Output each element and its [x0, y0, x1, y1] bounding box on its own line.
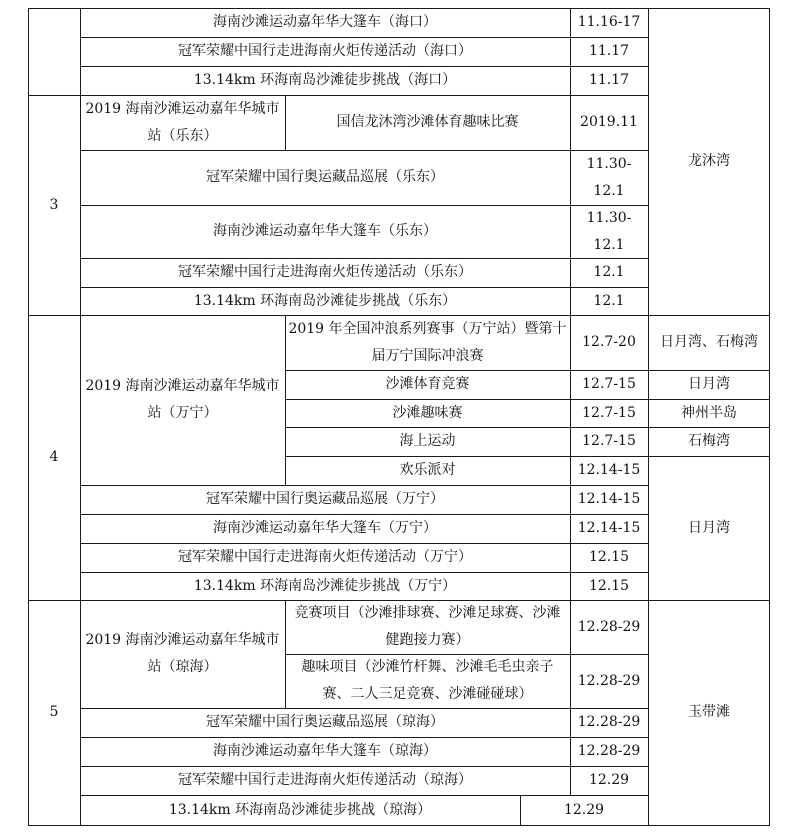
date-cell: 12.14-15	[577, 491, 641, 507]
date-cell: 12.29	[588, 772, 630, 788]
event-cell: 冠军荣耀中国行奥运藏品巡展（琼海）	[206, 714, 444, 730]
event-cell: 海南沙滩运动嘉年华大篷车（乐东）	[213, 223, 437, 239]
date-cell: 12.7-15	[582, 433, 636, 449]
date-cell: 12.1	[593, 264, 625, 280]
event-cell: 沙滩体育竞赛	[385, 376, 470, 392]
event-cell: 海南沙滩运动嘉年华大篷车（海口）	[213, 14, 437, 30]
date-cell: 12.15	[588, 577, 630, 594]
date-cell: 12.15	[588, 549, 630, 565]
venue-cell: 石梅湾	[688, 433, 730, 449]
row-divider	[80, 287, 648, 288]
venue-cell: 神州半岛	[681, 404, 737, 421]
event-cell: 冠军荣耀中国行奥运藏品巡展（万宁）	[206, 491, 444, 507]
row-divider	[80, 205, 648, 206]
event-cell: 海南沙滩运动嘉年华大篷车（琼海）	[213, 743, 437, 759]
event-cell: 竞赛项目（沙滩排球赛、沙滩足球赛、沙滩健跑接力赛）	[294, 605, 561, 648]
row-divider	[80, 258, 648, 259]
date-cell: 11.16-17	[577, 14, 641, 30]
column-divider	[648, 8, 649, 826]
table-border-bottom	[28, 825, 770, 826]
event-cell: 沙滩趣味赛	[392, 404, 463, 421]
event-cell: 冠军荣耀中国行走进海南火炬传递活动（万宁）	[178, 549, 472, 565]
venue-cell: 玉带滩	[688, 704, 730, 720]
event-cell: 冠军荣耀中国行走进海南火炬传递活动（海口）	[178, 43, 472, 59]
date-cell: 12.28-29	[577, 618, 641, 635]
date-cell: 12.14-15	[577, 520, 641, 536]
row-divider	[80, 795, 648, 796]
venue-cell: 日月湾、石梅湾	[660, 334, 758, 350]
event-cell: 冠军荣耀中国行走进海南火炬传递活动（琼海）	[178, 772, 472, 788]
row-divider	[285, 427, 770, 428]
row-divider	[80, 572, 648, 573]
row-divider	[80, 543, 648, 544]
table-border-left	[28, 8, 29, 826]
event-cell: 海南沙滩运动嘉年华大篷车（万宁）	[213, 520, 437, 536]
city-station-cell: 2019 海南沙滩运动嘉年华城市站（乐东）	[85, 100, 280, 144]
row-divider	[80, 37, 648, 38]
row-divider	[285, 370, 770, 371]
date-cell: 11.30-12.1	[586, 209, 632, 253]
table-border-right	[769, 8, 770, 826]
city-station-cell: 2019 海南沙滩运动嘉年华城市站（万宁）	[85, 378, 280, 421]
column-divider	[285, 315, 286, 485]
row-divider	[285, 399, 770, 400]
event-cell: 冠军荣耀中国行走进海南火炬传递活动（乐东）	[178, 264, 472, 280]
column-divider	[520, 795, 521, 826]
event-cell: 冠军荣耀中国行奥运藏品巡展（乐东）	[206, 169, 444, 185]
event-cell: 13.14km 环海南岛沙滩徒步挑战（万宁）	[193, 577, 457, 594]
event-cell: 13.14km 环海南岛沙滩徒步挑战（海口）	[193, 72, 457, 88]
date-cell: 11.17	[588, 43, 630, 59]
event-cell: 海上运动	[399, 433, 456, 449]
event-cell: 13.14km 环海南岛沙滩徒步挑战（琼海）	[168, 801, 432, 818]
row-divider	[285, 654, 648, 655]
venue-cell: 龙沐湾	[688, 153, 730, 169]
row-divider	[80, 766, 648, 767]
event-cell: 欢乐派对	[399, 462, 456, 478]
event-cell: 趣味项目（沙滩竹杆舞、沙滩毛毛虫亲子赛、二人三足竞赛、沙滩碰碰球）	[301, 659, 554, 702]
sequence-number-cell: 3	[49, 196, 59, 213]
row-divider	[28, 600, 770, 601]
table-border-top	[28, 8, 770, 9]
sequence-number-cell: 5	[49, 704, 59, 720]
city-station-cell: 2019 海南沙滩运动嘉年华城市站（琼海）	[85, 632, 280, 675]
date-cell: 2019.11	[580, 114, 638, 130]
row-divider	[80, 485, 648, 486]
column-divider	[570, 8, 571, 795]
date-cell: 12.14-15	[577, 462, 641, 478]
date-cell: 11.30-12.1	[586, 155, 632, 199]
row-divider	[80, 708, 648, 709]
row-divider	[28, 315, 770, 316]
date-cell: 12.28-29	[577, 672, 641, 689]
event-cell: 2019 年全国冲浪系列赛事（万宁站）暨第十届万宁国际冲浪赛	[288, 320, 567, 364]
event-cell: 13.14km 环海南岛沙滩徒步挑战（乐东）	[193, 292, 457, 309]
date-cell: 12.29	[563, 801, 605, 818]
venue-cell: 日月湾	[688, 519, 730, 536]
column-divider	[80, 8, 81, 826]
column-divider	[285, 95, 286, 150]
date-cell: 12.28-29	[577, 743, 641, 759]
date-cell: 12.28-29	[577, 714, 641, 730]
row-divider	[80, 514, 648, 515]
row-divider	[285, 456, 770, 457]
row-divider	[80, 66, 648, 67]
row-divider	[28, 95, 648, 96]
date-cell: 12.1	[593, 292, 625, 309]
event-cell: 国信龙沐湾沙滩体育趣味比赛	[336, 114, 519, 130]
sequence-number-cell: 4	[49, 449, 59, 465]
date-cell: 12.7-15	[582, 376, 636, 392]
date-cell: 11.17	[588, 72, 630, 88]
venue-cell: 日月湾	[688, 376, 730, 392]
row-divider	[80, 737, 648, 738]
date-cell: 12.7-20	[582, 334, 636, 350]
date-cell: 12.7-15	[582, 404, 636, 421]
row-divider	[80, 150, 648, 151]
